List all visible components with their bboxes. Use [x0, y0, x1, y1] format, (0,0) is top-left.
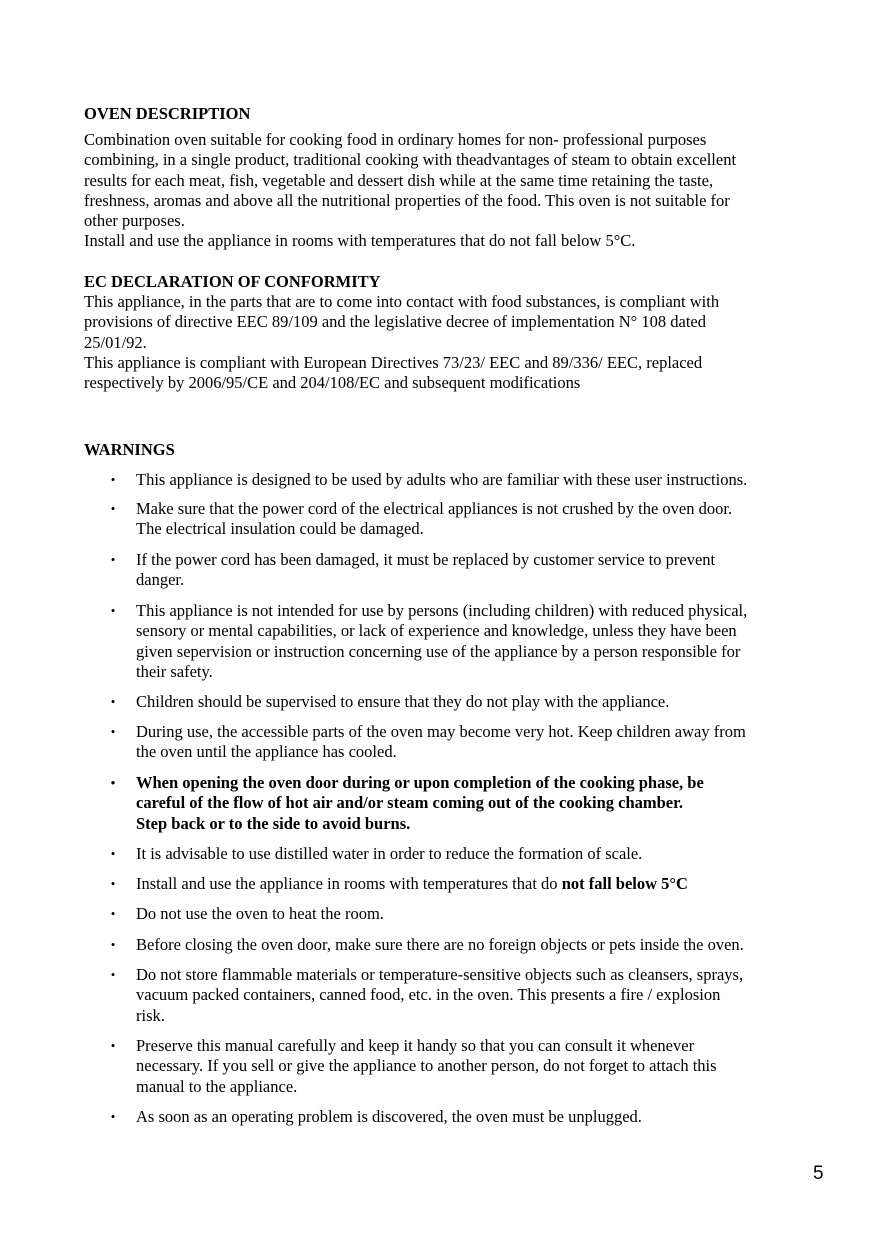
- warning-line: Children should be supervised to ensure that they do not play with the appliance.: [136, 692, 670, 711]
- paragraph-line: freshness, aromas and above all the nutritional properties of the food. This oven is not suitable for: [84, 190, 730, 210]
- warning-line: vacuum packed containers, canned food, etc. in the oven. This presents a fire / explosion: [136, 985, 721, 1005]
- warning-line: As soon as an operating problem is discovered, the oven must be unplugged.: [136, 1107, 642, 1126]
- bullet-icon: •: [110, 775, 116, 790]
- oven-description-paragraph: [84, 130, 804, 252]
- warning-text: Install and use the appliance in rooms with temperatures that do: [136, 874, 562, 893]
- warning-line: This appliance is designed to be used by adults who are familiar with these user instructions.: [136, 470, 748, 489]
- bullet-icon: •: [110, 1038, 116, 1053]
- bullet-icon: •: [110, 724, 116, 739]
- paragraph-line: other purposes.: [84, 211, 185, 231]
- paragraph-line: combining, in a single product, traditional cooking with theadvantages of steam to obtain excellent: [84, 150, 737, 170]
- section-heading-oven-description: OVEN DESCRIPTION: [84, 104, 251, 123]
- bullet-icon: •: [110, 967, 116, 982]
- warning-text-emphasized: not fall below 5°C: [561, 874, 688, 893]
- warning-line: Before closing the oven door, make sure there are no foreign objects or pets inside the oven.: [136, 935, 744, 954]
- paragraph-line: results for each meat, fish, vegetable and dessert dish while at the same time retaining the taste,: [84, 170, 714, 190]
- bullet-icon: •: [110, 846, 116, 861]
- warning-line: Make sure that the power cord of the electrical appliances is not crushed by the oven door.: [136, 499, 733, 518]
- warning-line: Do not use the oven to heat the room.: [136, 904, 384, 923]
- warning-line: their safety.: [136, 661, 213, 681]
- warning-line: the oven until the appliance has cooled.: [136, 742, 397, 762]
- warning-line: risk.: [136, 1005, 165, 1025]
- bullet-icon: •: [110, 501, 116, 516]
- section-heading-warnings: WARNINGS: [84, 440, 175, 459]
- warning-line: The electrical insulation could be damaged.: [136, 519, 424, 539]
- paragraph-line: This appliance is compliant with European Directives 73/23/ EEC and 89/336/ EEC, replaced: [84, 352, 703, 372]
- warning-line: During use, the accessible parts of the oven may become very hot. Keep children away from: [136, 722, 746, 741]
- warning-line: sensory or mental capabilities, or lack of experience and knowledge, unless they have been: [136, 621, 737, 641]
- section-heading-ec-declaration: EC DECLARATION OF CONFORMITY: [84, 272, 381, 291]
- paragraph-line: Combination oven suitable for cooking food in ordinary homes for non- professional purposes: [84, 130, 707, 149]
- bullet-icon: •: [110, 472, 116, 487]
- warning-line: manual to the appliance.: [136, 1076, 298, 1096]
- warning-line: This appliance is not intended for use by persons (including children) with reduced physical,: [136, 601, 748, 620]
- warning-line: It is advisable to use distilled water in order to reduce the formation of scale.: [136, 844, 643, 863]
- paragraph-line: Install and use the appliance in rooms with temperatures that do not fall below 5°C.: [84, 231, 636, 251]
- bullet-icon: •: [110, 603, 116, 618]
- warning-line: danger.: [136, 570, 185, 590]
- warning-line: Do not store flammable materials or temperature-sensitive objects such as cleansers, sprays,: [136, 965, 744, 984]
- paragraph-line: 25/01/92.: [84, 332, 147, 352]
- paragraph-line: provisions of directive EEC 89/109 and the legislative decree of implementation N° 108 dated: [84, 312, 706, 332]
- bullet-icon: •: [110, 694, 116, 709]
- warning-line: Preserve this manual carefully and keep it handy so that you can consult it whenever: [136, 1036, 695, 1055]
- paragraph-line: This appliance, in the parts that are to come into contact with food substances, is compliant with: [84, 292, 720, 311]
- warning-line: If the power cord has been damaged, it must be replaced by customer service to prevent: [136, 550, 716, 569]
- bullet-icon: •: [110, 876, 116, 891]
- bullet-icon: •: [110, 937, 116, 952]
- warning-line: When opening the oven door during or upon completion of the cooking phase, be: [136, 773, 704, 792]
- bullet-icon: •: [110, 906, 116, 921]
- warning-line: [136, 874, 806, 894]
- bullet-icon: •: [110, 552, 116, 567]
- bullet-icon: •: [110, 1109, 116, 1124]
- page-number: 5: [813, 1163, 824, 1184]
- warning-line: necessary. If you sell or give the appliance to another person, do not forget to attach this: [136, 1056, 717, 1076]
- warning-line: Step back or to the side to avoid burns.: [136, 813, 411, 833]
- ec-declaration-paragraph: [84, 292, 804, 393]
- warning-line: careful of the flow of hot air and/or steam coming out of the cooking chamber.: [136, 793, 684, 813]
- warning-line: given sepervision or instruction concerning use of the appliance by a person responsible for: [136, 641, 741, 661]
- paragraph-line: respectively by 2006/95/CE and 204/108/EC and subsequent modifications: [84, 373, 581, 393]
